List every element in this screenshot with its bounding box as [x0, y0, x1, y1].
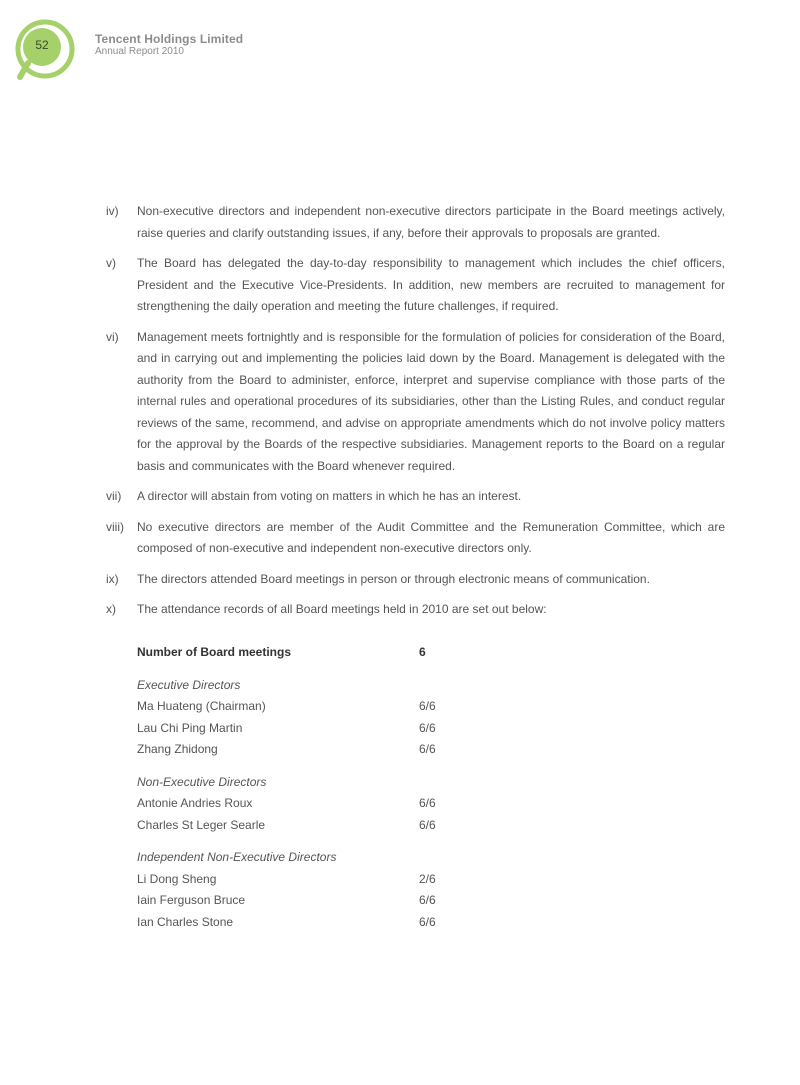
table-row [137, 912, 537, 934]
director-name: Antonie Andries Roux [137, 796, 253, 810]
item-text: Management meets fortnightly and is responsible for the formulation of policies for consideration of the Board, and in carrying out and implementing the policies laid down by the Board. Management is delegated with the authority from the Board to administer, enforce, interpret and supervise compliance with those parts of the internal rules and operational procedures of its subsidiaries, other than the Listing Rules, and conduct regular reviews of the same, recommend, and advise on appropriate amendments which do not involve policy matters for the approval by the Boards of the respective subsidiaries. Management reports to the Board on a regular basis and communicates with the Board whenever required. [137, 329, 725, 473]
item-text: The attendance records of all Board meetings held in 2010 are set out below: [137, 602, 547, 616]
item-number: v) [106, 256, 116, 270]
table-row [137, 890, 537, 912]
attendance-value: 6/6 [419, 796, 436, 810]
group-title: Independent Non-Executive Directors [137, 850, 337, 864]
director-name: Charles St Leger Searle [137, 817, 266, 832]
attendance-value: 2/6 [419, 871, 436, 886]
list-item [106, 569, 725, 591]
list-item [106, 253, 725, 318]
company-name: Tencent Holdings Limited [95, 32, 244, 46]
director-name: Ma Huateng (Chairman) [137, 699, 266, 713]
attendance-value: 6/6 [419, 699, 436, 713]
director-name: Ian Charles Stone [137, 914, 234, 929]
group-title: Non-Executive Directors [137, 774, 267, 789]
item-text: No executive directors are member of the Audit Committee and the Remuneration Committee, which are composed of non-executive and independent non-executive directors only. [137, 519, 725, 555]
attendance-table [137, 642, 537, 933]
director-name: Li Dong Sheng [137, 871, 217, 886]
table-row [137, 739, 537, 761]
item-text: Non-executive directors and independent non-executive directors participate in the Board meetings actively, raise queries and clarify outstanding issues, if any, before their approvals to proposals are granted. [137, 204, 725, 240]
table-row [137, 869, 537, 891]
item-number: x) [106, 602, 116, 616]
page-number: 52 [35, 38, 49, 52]
director-name: Lau Chi Ping Martin [137, 720, 243, 735]
header-label: Number of Board meetings [137, 645, 292, 659]
list-item [106, 201, 725, 244]
attendance-value: 6/6 [419, 893, 436, 907]
list-item [106, 486, 725, 508]
item-number: vi) [106, 329, 119, 344]
item-number: iv) [106, 204, 119, 218]
director-name: Iain Ferguson Bruce [137, 893, 246, 907]
item-number: ix) [106, 571, 119, 586]
group-title: Executive Directors [137, 677, 241, 692]
item-text: A director will abstain from voting on matters in which he has an interest. [137, 489, 522, 503]
item-number: viii) [106, 519, 124, 534]
item-text: The directors attended Board meetings in person or through electronic means of communication. [137, 571, 650, 586]
table-header-row [137, 642, 537, 664]
attendance-value: 6/6 [419, 742, 436, 756]
director-name: Zhang Zhidong [137, 742, 218, 756]
attendance-value: 6/6 [419, 720, 436, 735]
report-title: Annual Report 2010 [95, 46, 184, 57]
item-number: vii) [106, 489, 122, 503]
header-value: 6 [419, 645, 426, 659]
list-item [106, 517, 725, 560]
attendance-value: 6/6 [419, 817, 436, 832]
numbered-list [106, 201, 725, 630]
list-item [106, 327, 725, 478]
item-text: The Board has delegated the day-to-day responsibility to management which includes the chief officers, President and the Executive Vice-Presidents. In addition, new members are recruited to management for strengthening the daily operation and meeting the future challenges, if required. [137, 256, 725, 313]
table-row [137, 793, 537, 815]
list-item [106, 599, 725, 621]
table-row [137, 718, 537, 740]
table-row [137, 696, 537, 718]
attendance-value: 6/6 [419, 914, 436, 929]
table-row [137, 815, 537, 837]
